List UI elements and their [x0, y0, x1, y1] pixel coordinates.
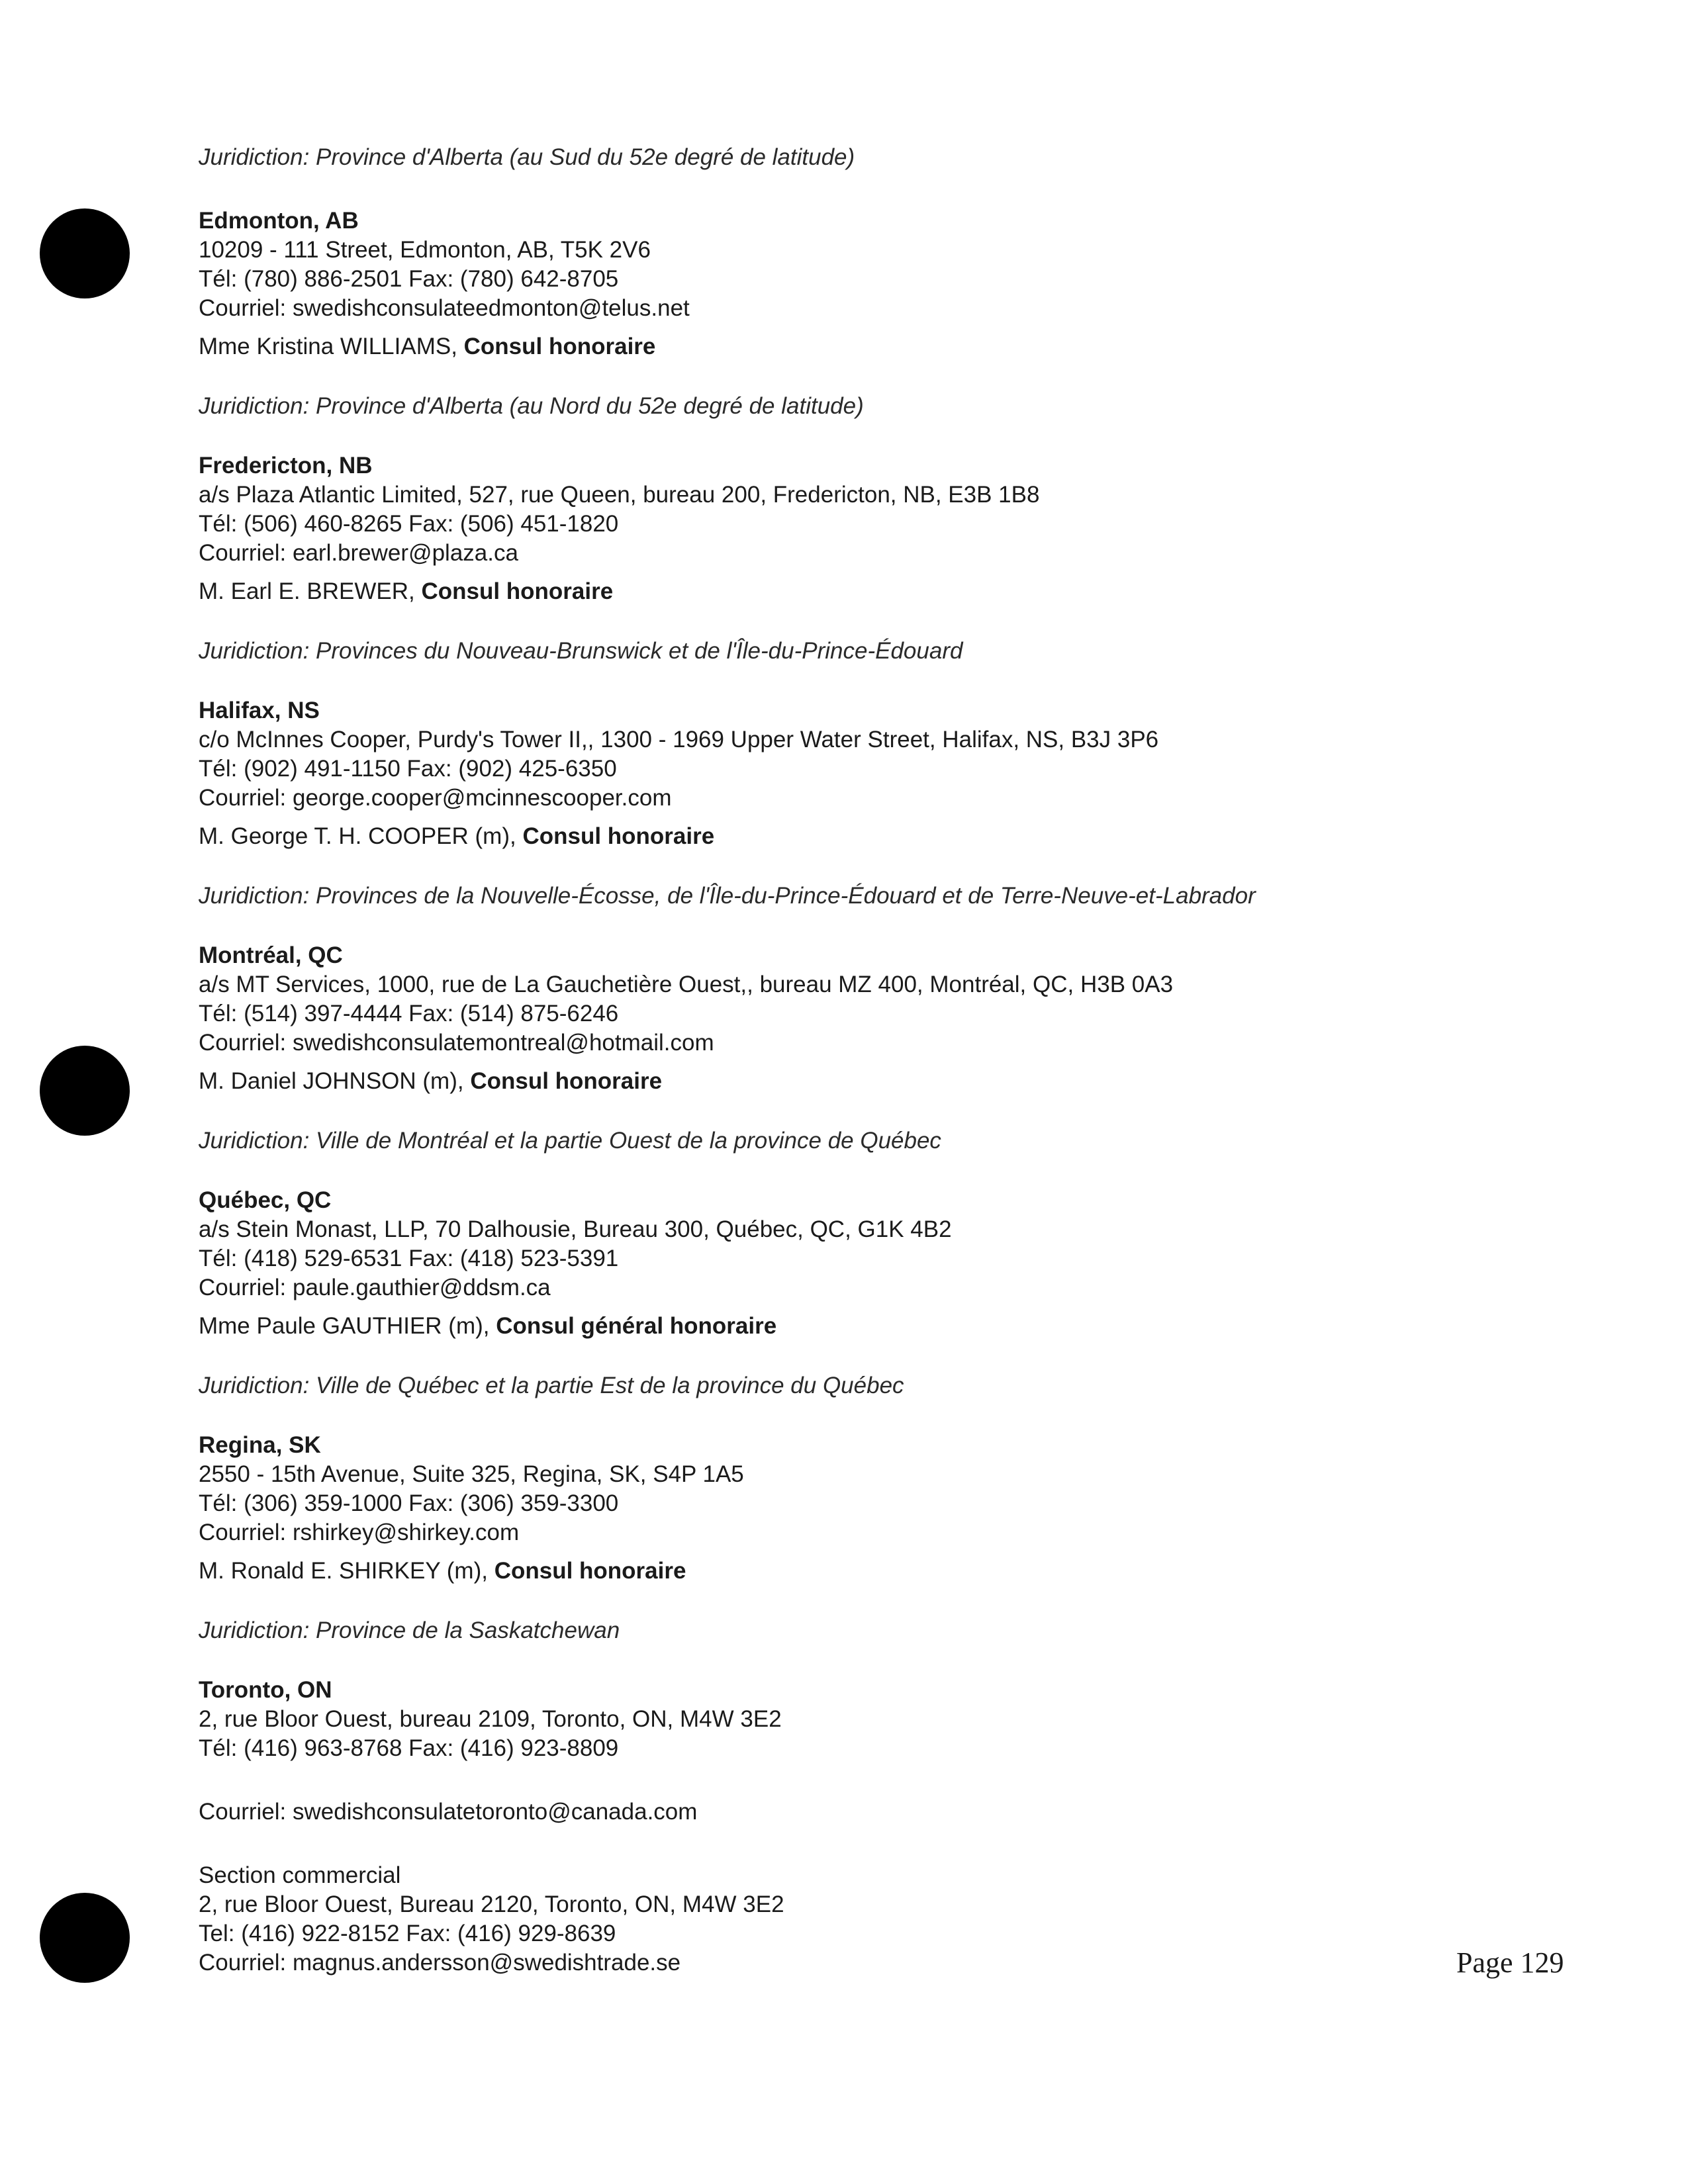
consul-name [199, 577, 1523, 606]
phone-fax: Tél: (306) 359-1000 Fax: (306) 359-3300 [199, 1490, 619, 1516]
consul-title: Consul honoraire [522, 823, 715, 849]
address: a/s Stein Monast, LLP, 70 Dalhousie, Bureau 300, Québec, QC, G1K 4B2 [199, 1216, 952, 1242]
email: Courriel: swedishconsulatetoronto@canada.com [199, 1799, 698, 1825]
address: 2550 - 15th Avenue, Suite 325, Regina, SK, S4P 1A5 [199, 1461, 744, 1487]
consul-title: Consul honoraire [470, 1068, 663, 1094]
city-heading: Edmonton, AB [199, 208, 359, 234]
address: 2, rue Bloor Ouest, bureau 2109, Toronto, ON, M4W 3E2 [199, 1706, 782, 1732]
phone-fax: Tél: (418) 529-6531 Fax: (418) 523-5391 [199, 1246, 619, 1271]
person-name: Mme Paule GAUTHIER (m), [199, 1313, 496, 1339]
email: Courriel: rshirkey@shirkey.com [199, 1520, 520, 1545]
city-heading: Regina, SK [199, 1432, 321, 1458]
email: Courriel: earl.brewer@plaza.ca [199, 540, 518, 566]
page-number: Page 129 [1456, 1946, 1564, 1979]
jurisdiction-text: Juridiction: Province de la Saskatchewan [199, 1617, 620, 1643]
email: Courriel: george.cooper@mcinnescooper.com [199, 785, 672, 811]
city-heading: Fredericton, NB [199, 453, 373, 478]
consul-name [199, 332, 1523, 361]
email: Courriel: swedishconsulatemontreal@hotmail.com [199, 1030, 714, 1056]
phone-fax: Tél: (416) 963-8768 Fax: (416) 923-8809 [199, 1735, 619, 1761]
consul-title: Consul honoraire [463, 334, 656, 359]
city-heading: Québec, QC [199, 1187, 332, 1213]
punch-hole [40, 1893, 130, 1983]
phone-fax: Tél: (514) 397-4444 Fax: (514) 875-6246 [199, 1001, 619, 1026]
section-email: Courriel: magnus.andersson@swedishtrade.se [199, 1950, 681, 1976]
punch-hole [40, 208, 130, 298]
address: a/s MT Services, 1000, rue de La Gauchetière Ouest,, bureau MZ 400, Montréal, QC, H3B 0A3 [199, 972, 1174, 997]
person-name: M. Ronald E. SHIRKEY (m), [199, 1558, 494, 1584]
email: Courriel: swedishconsulateedmonton@telus.net [199, 295, 690, 321]
city-heading: Toronto, ON [199, 1677, 332, 1703]
spacer [199, 1763, 1523, 1797]
jurisdiction-text: Juridiction: Ville de Montréal et la partie Ouest de la province de Québec [199, 1128, 941, 1154]
consulate-entry [199, 1431, 1523, 1645]
address: c/o McInnes Cooper, Purdy's Tower II,, 1300 - 1969 Upper Water Street, Halifax, NS, B3J 3P6 [199, 727, 1159, 752]
city-heading: Halifax, NS [199, 698, 320, 723]
phone-fax: Tél: (780) 886-2501 Fax: (780) 642-8705 [199, 266, 619, 292]
consulate-list [199, 143, 1523, 2008]
person-name: M. Daniel JOHNSON (m), [199, 1068, 471, 1094]
consulate-entry [199, 451, 1523, 666]
consulate-entry [199, 696, 1523, 911]
consul-title: Consul honoraire [421, 578, 614, 604]
jurisdiction-text: Juridiction: Province d'Alberta (au Sud du 52e degré de latitude) [199, 144, 855, 170]
phone-fax: Tél: (902) 491-1150 Fax: (902) 425-6350 [199, 756, 617, 782]
section-phone-fax: Tel: (416) 922-8152 Fax: (416) 929-8639 [199, 1921, 616, 1946]
email: Courriel: paule.gauthier@ddsm.ca [199, 1275, 551, 1300]
person-name: M. George T. H. COOPER (m), [199, 823, 523, 849]
city-heading: Montréal, QC [199, 942, 343, 968]
address: a/s Plaza Atlantic Limited, 527, rue Queen, bureau 200, Fredericton, NB, E3B 1B8 [199, 482, 1040, 508]
address: 10209 - 111 Street, Edmonton, AB, T5K 2V6 [199, 237, 651, 263]
jurisdiction-text: Juridiction: Ville de Québec et la partie Est de la province du Québec [199, 1373, 904, 1398]
person-name: M. Earl E. BREWER, [199, 578, 422, 604]
consul-name [199, 822, 1523, 851]
consulate-entry [199, 206, 1523, 421]
jurisdiction-text: Juridiction: Province d'Alberta (au Nord du 52e degré de latitude) [199, 393, 864, 419]
consul-name [199, 1312, 1523, 1341]
consul-name [199, 1557, 1523, 1586]
section-title: Section commercial [199, 1862, 401, 1888]
consul-title: Consul général honoraire [496, 1313, 777, 1339]
consul-name [199, 1067, 1523, 1096]
jurisdiction-text: Juridiction: Provinces du Nouveau-Brunswick et de l'Île-du-Prince-Édouard [199, 638, 963, 664]
punch-hole [40, 1046, 130, 1136]
section-address: 2, rue Bloor Ouest, Bureau 2120, Toronto, ON, M4W 3E2 [199, 1891, 784, 1917]
jurisdiction-text: Juridiction: Provinces de la Nouvelle-Écosse, de l'Île-du-Prince-Édouard et de Terre-Neuve-et-Labrador [199, 883, 1256, 909]
consulate-entry [199, 1186, 1523, 1400]
consulate-entry [199, 941, 1523, 1156]
commercial-section [199, 1861, 1523, 1978]
phone-fax: Tél: (506) 460-8265 Fax: (506) 451-1820 [199, 511, 619, 537]
consulate-entry-toronto [199, 1676, 1523, 1978]
person-name: Mme Kristina WILLIAMS, [199, 334, 464, 359]
consul-title: Consul honoraire [494, 1558, 686, 1584]
